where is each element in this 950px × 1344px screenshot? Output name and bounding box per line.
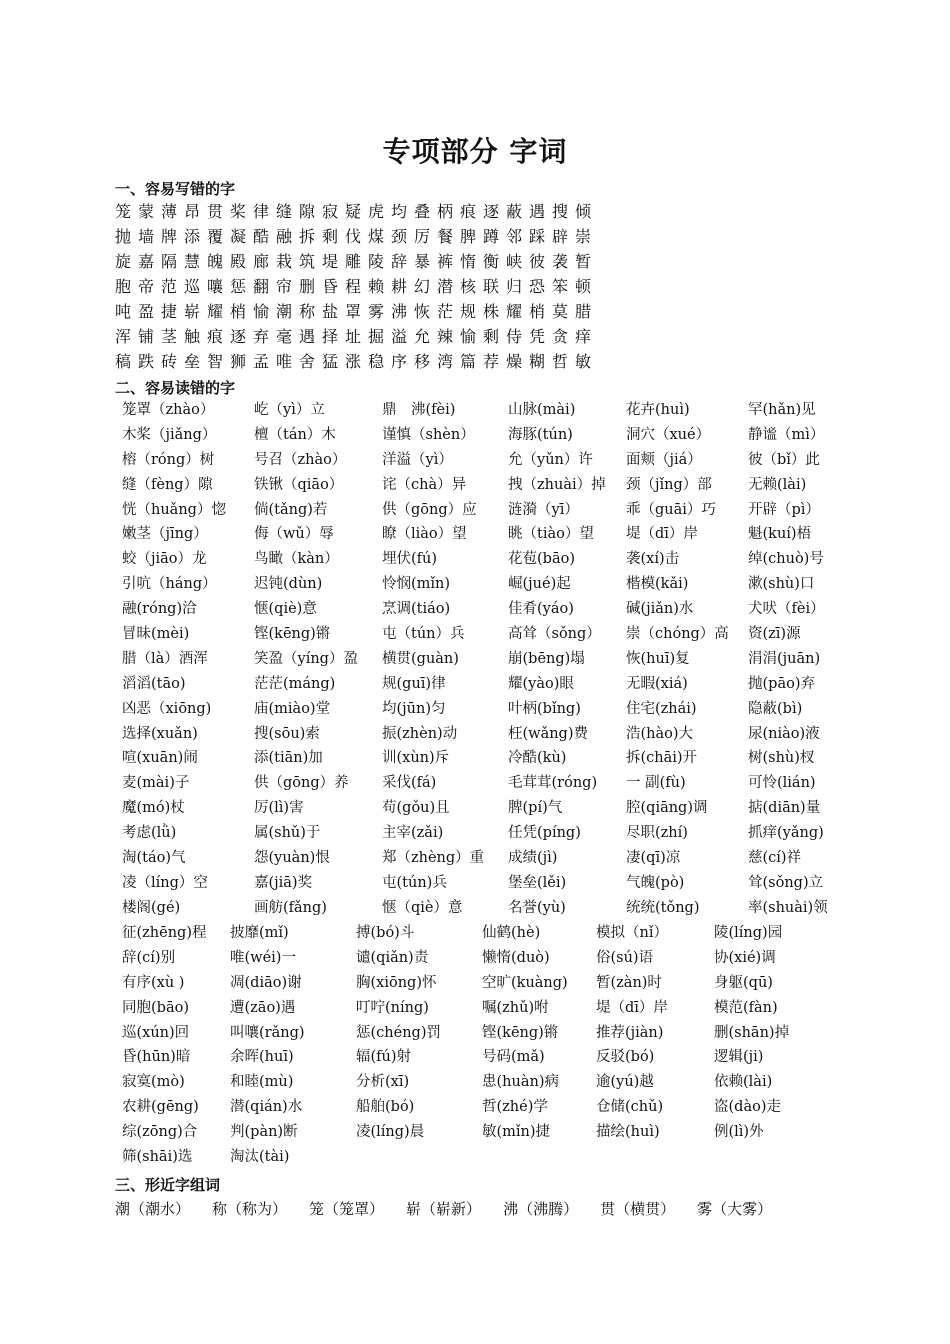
pinyin-item: 谨慎（shèn） (382, 426, 475, 443)
pinyin-row (122, 921, 842, 946)
pinyin-item: 规(guī)律 (382, 675, 446, 692)
pinyin-item: 惬(qiè)意 (254, 601, 317, 618)
pinyin-item: 名誉(yù) (508, 899, 566, 916)
pinyin-item: 搜(sōu)索 (254, 725, 320, 742)
pinyin-item: 鼎 沸(fèi) (382, 402, 456, 418)
pinyin-row (122, 622, 842, 647)
pinyin-row (122, 796, 842, 821)
pinyin-item: 埋伏(fú) (382, 551, 438, 568)
pinyin-row (122, 448, 842, 473)
pinyin-item: 面颊（jiá） (626, 451, 702, 468)
pinyin-item: 叶柄(bǐng) (508, 700, 581, 717)
section-heading-2: 二、容易读错的字 (115, 379, 236, 397)
pinyin-item: 隐蔽(bì) (748, 700, 803, 717)
pinyin-item: 搏(bó)斗 (356, 925, 415, 941)
pinyin-item: 掂(diān)量 (748, 800, 821, 817)
pinyin-item: 脾(pí)气 (508, 800, 563, 817)
pinyin-item: 农耕(gēng) (122, 1099, 199, 1116)
pinyin-item: 训(xùn)斥 (382, 750, 450, 767)
pinyin-item: 判(pàn)断 (230, 1124, 298, 1141)
pinyin-item: 例(lì)外 (714, 1124, 764, 1141)
pinyin-item: 考虑(lǜ) (122, 825, 177, 842)
pinyin-item: 推荐(jiàn) (596, 1024, 664, 1041)
word-group-item: 笼（笼罩） (309, 1200, 385, 1218)
pinyin-item: 花苞(bāo) (508, 551, 575, 568)
pinyin-item: 静谧（mì） (748, 426, 825, 443)
word-group-item: 贯（横贯） (600, 1200, 676, 1218)
pinyin-item: 拽（zhuài）掉 (508, 476, 606, 493)
pinyin-item: 缝（fèng）隙 (122, 476, 213, 493)
pinyin-item: 洞穴（xué） (626, 426, 711, 443)
pinyin-item: 属(shǔ)于 (254, 825, 321, 842)
pinyin-item: 谴(qiǎn)责 (356, 949, 429, 966)
pinyin-item: 枉(wǎng)费 (508, 725, 588, 742)
word-group-item: 沸（沸腾） (503, 1200, 579, 1218)
pinyin-item: 眺（tiào）望 (508, 526, 594, 543)
pinyin-item: 诧（chà）异 (382, 476, 467, 493)
pinyin-item: 恍（huǎng）惚 (122, 501, 226, 518)
pinyin-item: 腊（là）酒浑 (122, 650, 208, 667)
pinyin-item: 无暇(xiá) (626, 675, 688, 692)
pinyin-item: 辐(fú)射 (356, 1049, 412, 1066)
word-group-item: 称（称为） (212, 1200, 288, 1218)
pinyin-item: 余晖(huī) (230, 1049, 294, 1066)
pinyin-item: 崩(bēng)塌 (508, 650, 585, 667)
pinyin-item: 苟(gǒu)且 (382, 800, 450, 817)
pinyin-item: 铿(kēng)锵 (254, 626, 331, 643)
pinyin-item: 敏(mǐn)捷 (482, 1124, 551, 1141)
pinyin-item: 逻辑(ji) (714, 1049, 764, 1066)
char-row: 稿跌砖垒智狮孟唯舍猛涨稳序移湾篇荐燥糊哲敏 (115, 352, 599, 371)
pinyin-item: 厉(lì)害 (254, 800, 304, 817)
pinyin-item: 选择(xuǎn) (122, 725, 198, 742)
pinyin-item: 辞(cí)别 (122, 949, 176, 966)
pinyin-item: 无赖(lài) (748, 476, 807, 493)
pinyin-item: 毛茸茸(róng) (508, 775, 598, 792)
pinyin-item: 嘉(jiā)奖 (254, 874, 313, 891)
pinyin-item: 屯（tún）兵 (382, 626, 465, 643)
pinyin-row (122, 1045, 842, 1070)
pinyin-item: 仓储(chǔ) (596, 1099, 664, 1116)
pinyin-item: 袭(xí)击 (626, 551, 680, 568)
pinyin-item: 资(zī)源 (748, 626, 801, 643)
pinyin-item: 碱(jiǎn)水 (626, 601, 694, 618)
pinyin-item: 堤（dī）岸 (596, 999, 668, 1016)
pinyin-item: 佳肴(yáo) (508, 601, 574, 618)
page-title: 专项部分 字词 (382, 135, 568, 168)
pinyin-item: 遭(zāo)遇 (230, 999, 296, 1016)
pinyin-item: 木桨（jiǎng） (122, 426, 217, 443)
pinyin-item: 振(zhèn)动 (382, 725, 458, 742)
pinyin-row (122, 597, 842, 622)
pinyin-item: 堡垒(lěi) (508, 874, 567, 891)
pinyin-row (122, 672, 842, 697)
pinyin-item: 融(róng)洽 (122, 601, 197, 618)
pinyin-item: 拆(chāi)开 (626, 750, 698, 767)
pinyin-item: 笑盈（yíng）盈 (254, 650, 358, 667)
pinyin-item: 尿(niào)液 (748, 725, 820, 742)
pinyin-item: 一 副(fù) (626, 775, 686, 792)
pinyin-item: 哲(zhé)学 (482, 1099, 548, 1116)
pinyin-item: 侮（wǔ）辱 (254, 526, 334, 543)
pinyin-item: 昏(hūn)暗 (122, 1049, 191, 1066)
pinyin-item: 筛(shāi)选 (122, 1149, 193, 1166)
pinyin-item: 耀(yào)眼 (508, 675, 574, 692)
pinyin-item: 率(shuài)领 (748, 899, 828, 916)
pinyin-item: 庙(miào)堂 (254, 700, 331, 717)
pinyin-row (122, 746, 842, 771)
pinyin-item: 有序(xù ) (122, 974, 185, 991)
pinyin-item: 罕(hǎn)见 (748, 402, 816, 418)
pinyin-item: 嘱(zhǔ)咐 (482, 999, 549, 1016)
mispronounced-grid-a (122, 398, 842, 921)
pinyin-item: 懒惰(duò) (482, 949, 550, 966)
word-group-item: 潮（潮水） (115, 1200, 191, 1218)
pinyin-item: 郑（zhèng）重 (382, 850, 485, 867)
pinyin-item: 主宰(zǎi) (382, 825, 444, 842)
pinyin-item: 寂寞(mò) (122, 1074, 185, 1091)
pinyin-item: 横贯(guàn) (382, 650, 459, 667)
pinyin-item: 迟钝(dùn) (254, 576, 323, 593)
pinyin-row (122, 1095, 842, 1120)
pinyin-item: 气魄(pò) (626, 874, 685, 891)
pinyin-item (482, 1145, 596, 1170)
pinyin-item: 删(shān)掉 (714, 1024, 790, 1041)
pinyin-item: 嫩茎（jīng） (122, 526, 208, 543)
pinyin-item: 号码(mǎ) (482, 1049, 545, 1066)
pinyin-item: 笼罩（zhào） (122, 402, 215, 418)
char-row: 浑铺茎触痕逐弃毫遇择址掘溢允辣愉剩侍凭贪痒 (115, 327, 599, 346)
char-row: 旋嘉隔慧魄殿廊栽筑堤雕陵辞暴裤惰衡峡彼袭暂 (115, 252, 599, 271)
pinyin-item: 喧(xuān)闹 (122, 750, 198, 767)
pinyin-item: 俗(sú)语 (596, 949, 654, 966)
pinyin-item: 绰(chuò)号 (748, 551, 824, 568)
pinyin-item: 浩(hào)大 (626, 725, 694, 742)
pinyin-item: 彼（bǐ）此 (748, 451, 820, 468)
pinyin-item: 盗(dào)走 (714, 1099, 781, 1116)
pinyin-item: 冒昧(mèi) (122, 626, 190, 643)
pinyin-item: 冷酷(kù) (508, 750, 567, 767)
pinyin-item: 抛(pāo)弃 (748, 675, 815, 692)
pinyin-item: 凄(qī)凉 (626, 850, 681, 867)
pinyin-row (122, 1145, 842, 1170)
pinyin-item: 模拟（nǐ） (596, 925, 668, 941)
pinyin-item: 反驳(bó) (596, 1049, 655, 1066)
pinyin-row (122, 846, 842, 871)
pinyin-item: 慈(cí)祥 (748, 850, 802, 867)
char-row: 笼蒙薄昂贯桨律缝隙寂疑虎均叠柄痕逐蔽遇搜倾 (115, 202, 599, 221)
pinyin-item: 倘(tǎng)若 (254, 501, 328, 518)
pinyin-item: 魁(kuí)梧 (748, 526, 812, 543)
word-group-item: 崭（崭新） (406, 1200, 482, 1218)
pinyin-item: 号召（zhào） (254, 451, 347, 468)
pinyin-item: 添(tiān)加 (254, 750, 323, 767)
pinyin-item: 凌(líng)晨 (356, 1124, 425, 1141)
pinyin-item: 颈（jǐng）部 (626, 476, 712, 493)
pinyin-item: 淘汰(tài) (230, 1149, 290, 1166)
pinyin-item: 披靡(mǐ) (230, 925, 289, 941)
pinyin-item: 屹（yì）立 (254, 402, 325, 418)
pinyin-item: 腔(qiāng)调 (626, 800, 708, 817)
pinyin-item: 堤（dī）岸 (626, 526, 698, 543)
pinyin-item: 协(xié)调 (714, 949, 776, 966)
pinyin-item: 山脉(mài) (508, 402, 576, 418)
pinyin-item: 船舶(bó) (356, 1099, 415, 1116)
pinyin-item: 凌（líng）空 (122, 874, 208, 891)
pinyin-item: 怨(yuàn)恨 (254, 850, 330, 867)
pinyin-item: 征(zhēng)程 (122, 925, 207, 941)
pinyin-item: 抓痒(yǎng) (748, 825, 824, 842)
mispronounced-grid-b (122, 921, 842, 1170)
pinyin-item: 惩(chéng)罚 (356, 1024, 441, 1041)
pinyin-item: 尽职(zhí) (626, 825, 688, 842)
pinyin-item: 分析(xī) (356, 1074, 410, 1091)
pinyin-item: 楷模(kǎi) (626, 576, 689, 593)
pinyin-row (122, 896, 842, 921)
pinyin-item: 潜(qián)水 (230, 1099, 303, 1116)
pinyin-item: 描绘(huì) (596, 1124, 660, 1141)
pinyin-item: 唯(wéi)一 (230, 949, 296, 966)
pinyin-item: 檀（tán）木 (254, 426, 336, 443)
pinyin-item: 淘(táo)气 (122, 850, 186, 867)
pinyin-item: 海豚(tún) (508, 426, 573, 443)
pinyin-row (122, 1070, 842, 1095)
pinyin-item: 统统(tǒng) (626, 899, 700, 916)
char-row: 抛墙牌添覆凝酷融拆剩伐煤颈厉餐脾蹲邻踩辟崇 (115, 227, 599, 246)
pinyin-item: 住宅(zhái) (626, 700, 697, 717)
pinyin-item: 凋(diāo)谢 (230, 974, 302, 991)
char-row: 胞帝范巡嚷惩翻帘删昏程赖耕幻潜核联归恐笨顿 (115, 277, 599, 296)
pinyin-item: 胸(xiōng)怀 (356, 974, 437, 991)
pinyin-item: 烹调(tiáo) (382, 601, 451, 618)
pinyin-row (122, 473, 842, 498)
pinyin-row (122, 547, 842, 572)
pinyin-item: 犬吠（fèi） (748, 601, 825, 618)
pinyin-item (356, 1145, 482, 1170)
pinyin-row (122, 572, 842, 597)
pinyin-item: 漱(shù)口 (748, 576, 815, 593)
pinyin-item: 可怜(lián) (748, 775, 816, 792)
pinyin-item: 引吭（háng） (122, 576, 217, 593)
pinyin-row (122, 946, 842, 971)
pinyin-row (122, 522, 842, 547)
easy-miswrite-chars (115, 199, 675, 374)
pinyin-item (714, 1145, 838, 1170)
pinyin-item: 患(huàn)病 (482, 1074, 559, 1091)
section-heading-3: 三、形近字组词 (115, 1176, 221, 1194)
pinyin-item: 成绩(jì) (508, 850, 558, 867)
section-heading-1: 一、容易写错的字 (115, 180, 236, 198)
pinyin-item: 暂(zàn)时 (596, 974, 662, 991)
pinyin-item: 综(zōng)合 (122, 1124, 198, 1141)
pinyin-item: 瞭（liào）望 (382, 526, 467, 543)
pinyin-row (122, 996, 842, 1021)
pinyin-item: 凶恶（xiōng) (122, 700, 212, 717)
pinyin-item: 涓涓(juān) (748, 650, 821, 667)
pinyin-item: 高耸（sǒng） (508, 626, 601, 643)
pinyin-item: 开辟（pì） (748, 501, 820, 518)
pinyin-item: 画舫(fǎng) (254, 899, 327, 916)
pinyin-item: 依赖(lài) (714, 1074, 773, 1091)
pinyin-item: 巡(xún)回 (122, 1024, 190, 1041)
pinyin-item: 麦(mài)子 (122, 775, 190, 792)
pinyin-item: 惬（qiè）意 (382, 899, 463, 916)
pinyin-item: 铁锹（qiāo） (254, 476, 344, 493)
pinyin-row (122, 971, 842, 996)
pinyin-item: 逾(yú)越 (596, 1074, 654, 1091)
pinyin-item: 和睦(mù) (230, 1074, 294, 1091)
pinyin-item: 空旷(kuàng) (482, 974, 568, 991)
pinyin-item: 允（yǔn）许 (508, 451, 593, 468)
pinyin-item: 铿(kēng)锵 (482, 1024, 559, 1041)
pinyin-item: 采伐(fá) (382, 775, 437, 792)
pinyin-item: 模范(fàn) (714, 999, 778, 1016)
pinyin-item: 滔滔(tāo) (122, 675, 186, 692)
pinyin-row (122, 722, 842, 747)
pinyin-item: 叮咛(níng) (356, 999, 429, 1016)
pinyin-item: 洋溢（yì） (382, 451, 453, 468)
pinyin-item: 乖（guāi）巧 (626, 501, 716, 518)
similar-char-words (115, 1198, 794, 1219)
pinyin-item: 魔(mó)杖 (122, 800, 185, 817)
pinyin-item: 任凭(píng) (508, 825, 581, 842)
pinyin-row (122, 771, 842, 796)
pinyin-item: 树(shù)杈 (748, 750, 815, 767)
pinyin-item: 涟漪（yī） (508, 501, 579, 518)
pinyin-item: 身躯(qū) (714, 974, 773, 991)
word-group-item: 雾（大雾） (697, 1200, 773, 1218)
pinyin-row (122, 1120, 842, 1145)
pinyin-row (122, 423, 842, 448)
pinyin-row (122, 647, 842, 672)
pinyin-item: 花卉(huì) (626, 402, 690, 418)
pinyin-item: 崛(jué)起 (508, 576, 571, 593)
pinyin-row (122, 398, 842, 423)
pinyin-item: 均(jūn)匀 (382, 700, 446, 717)
pinyin-item: 怜悯(mǐn) (382, 576, 451, 593)
pinyin-row (122, 821, 842, 846)
pinyin-item: 榕（róng）树 (122, 451, 215, 468)
pinyin-item: 仙鹤(hè) (482, 925, 541, 941)
pinyin-item: 恢(huī)复 (626, 650, 690, 667)
pinyin-item: 楼阁(gé) (122, 899, 181, 916)
pinyin-item: 崇（chóng）高 (626, 626, 729, 643)
pinyin-item: 供（gōng）养 (254, 775, 349, 792)
pinyin-item: 陵(líng)园 (714, 925, 783, 941)
pinyin-item: 同胞(bāo) (122, 999, 189, 1016)
pinyin-item: 屯(tún)兵 (382, 874, 447, 891)
pinyin-item: 蛟（jiāo）龙 (122, 551, 207, 568)
pinyin-item: 叫嚷(rǎng) (230, 1024, 305, 1041)
pinyin-item (596, 1145, 714, 1170)
char-row: 吨盈捷崭耀梢愉潮称盐罩雾沸恢茫规株耀梢莫腊 (115, 302, 599, 321)
pinyin-row (122, 1021, 842, 1046)
pinyin-item: 鸟瞰（kàn） (254, 551, 339, 568)
pinyin-item: 耸(sǒng)立 (748, 874, 824, 891)
pinyin-row (122, 697, 842, 722)
pinyin-row (122, 871, 842, 896)
pinyin-item: 供（gōng）应 (382, 501, 477, 518)
pinyin-item: 茫茫(máng) (254, 675, 336, 692)
pinyin-row (122, 498, 842, 523)
